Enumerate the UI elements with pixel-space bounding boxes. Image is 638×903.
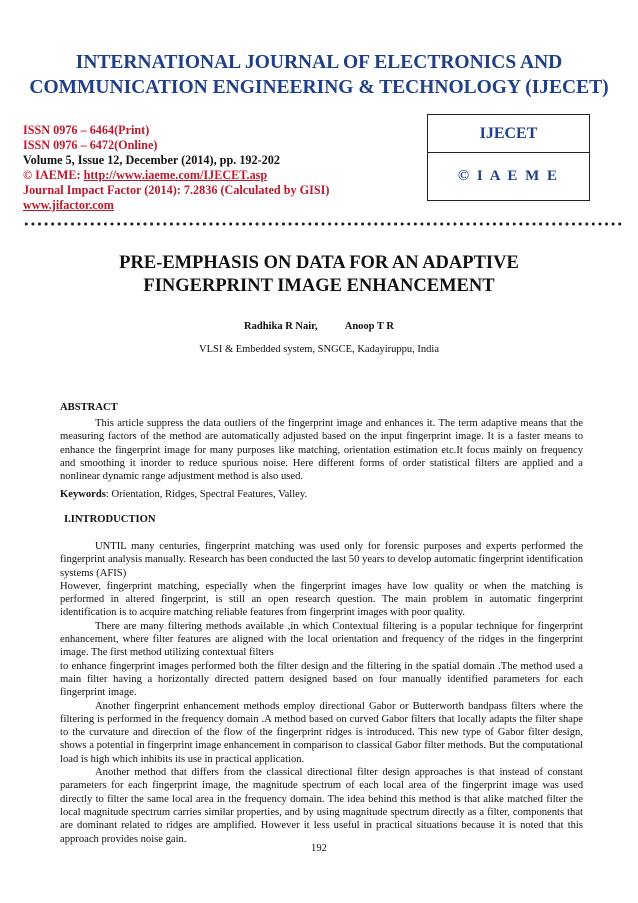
impact-factor: Journal Impact Factor (2014): 7.2836 (Calculated by GISI) [23, 183, 330, 197]
paper-title-line1: PRE-EMPHASIS ON DATA FOR AN ADAPTIVE [119, 253, 519, 273]
abstract-text: This article suppress the data outliers of the fingerprint image and enhances it. The term adaptive means that the measuring factors of the method are automatically adjusted based on the input fingerprint image. It is a faster means to enhance the fingerprint image for many purposes like matching, orientation estimation etc.It focus mainly on frequency and smoothing it inorder to reduce spurious noise. Here different forms of order statistical filters are applied and a nonlinear dynamic range adjustment method is also used. [60, 418, 583, 483]
abstract-body [60, 417, 583, 483]
affiliation: VLSI & Embedded system, SNGCE, Kadayiruppu, India [198, 344, 439, 355]
ijecet-logo-box [427, 114, 590, 201]
iaeme-line [23, 168, 329, 183]
iaeme-link[interactable]: http://www.iaeme.com/IJECET.asp [83, 168, 268, 182]
introduction-body [60, 540, 583, 846]
issn-online: ISSN 0976 – 6472(Online) [23, 138, 158, 152]
dotted-divider [23, 221, 623, 227]
iaeme-prefix: © IAEME: [23, 168, 84, 182]
introduction-heading: I.INTRODUCTION [64, 514, 156, 525]
issn-print: ISSN 0976 – 6464(Print) [23, 123, 150, 137]
intro-paragraph-6: Another method that differs from the classical directional filter design approaches is that instead of constant parameters for each fingerprint image, the magnitude spectrum of each local area of the fingerprint image was used directly to filter the same local area in the frequency domain. The idea behind this method is that alike matched filter the local magnitude spectrum carries similar properties, and by using magnitude spectrum directly as a filter, components that are dominant related to ridges are amplified. However it less useful in practical situations because it is noted that this approach provides noise gain. [60, 767, 583, 845]
paper-title-line2: FINGERPRINT IMAGE ENHANCEMENT [143, 276, 495, 296]
journal-info [23, 123, 329, 213]
intro-paragraph-5: Another fingerprint enhancement methods employ directional Gabor or Butterworth bandpass filters where the filtering is performed in the frequency domain .A method based on curved Gabor filters that locally adapts the filter shape to the curvature and direction of the flow of the fingerprint ridges is introduced. This new type of Gabor filter design, shows a potential in fingerprint image enhancement in comparison to classical Gabor filter methods. But the computational load is high which inhibits its use in practical application. [60, 700, 583, 765]
iaeme-label: © I A E M E [457, 168, 560, 184]
keywords-text: : Orientation, Ridges, Spectral Features, Valley. [105, 489, 308, 500]
page-number: 192 [311, 843, 327, 854]
journal-title [0, 50, 638, 100]
keywords [60, 489, 307, 500]
abstract-heading: ABSTRACT [60, 402, 118, 413]
ijecet-label: IJECET [428, 115, 589, 153]
authors [0, 321, 638, 332]
jifactor-link[interactable]: www.jifactor.com [23, 198, 114, 212]
keywords-label: Keywords [60, 489, 106, 500]
paper-title [0, 252, 638, 298]
author-1: Radhika R Nair, [244, 321, 318, 332]
intro-paragraph-4: to enhance fingerprint images performed both the filter design and the filtering in the spatial domain .The method used a main filter having a horizontally directed pattern designed based on four manually identified parameters for each fingerprint image. [60, 660, 583, 699]
journal-title-line1: INTERNATIONAL JOURNAL OF ELECTRONICS AND [75, 52, 563, 73]
journal-title-line2: COMMUNICATION ENGINEERING & TECHNOLOGY (IJECET) [29, 77, 609, 98]
intro-paragraph-2: However, fingerprint matching, especially when the fingerprint images have low quality or when the matching is performed in altered fingerprint, is still an open research question. The main problem in automatic fingerprint identification is to acquire matching reliable features from fingerprint images with poor quality. [60, 580, 583, 619]
intro-paragraph-3: There are many filtering methods available ,in which Contextual filtering is a popular technique for fingerprint enhancement, where filter features are aligned with the local orientation and frequency of the ridges in the fingerprint image. The first method utilizing contextual filters [60, 620, 583, 659]
intro-paragraph-1: UNTIL many centuries, fingerprint matching was used only for forensic purposes and experts performed the fingerprint analysis manually. Research has been conducted the last 50 years to develop automatic fingerprint identification systems (AFIS) [60, 541, 583, 579]
author-2: Anoop T R [344, 321, 394, 332]
volume-info: Volume 5, Issue 12, December (2014), pp. 192-202 [23, 153, 280, 167]
